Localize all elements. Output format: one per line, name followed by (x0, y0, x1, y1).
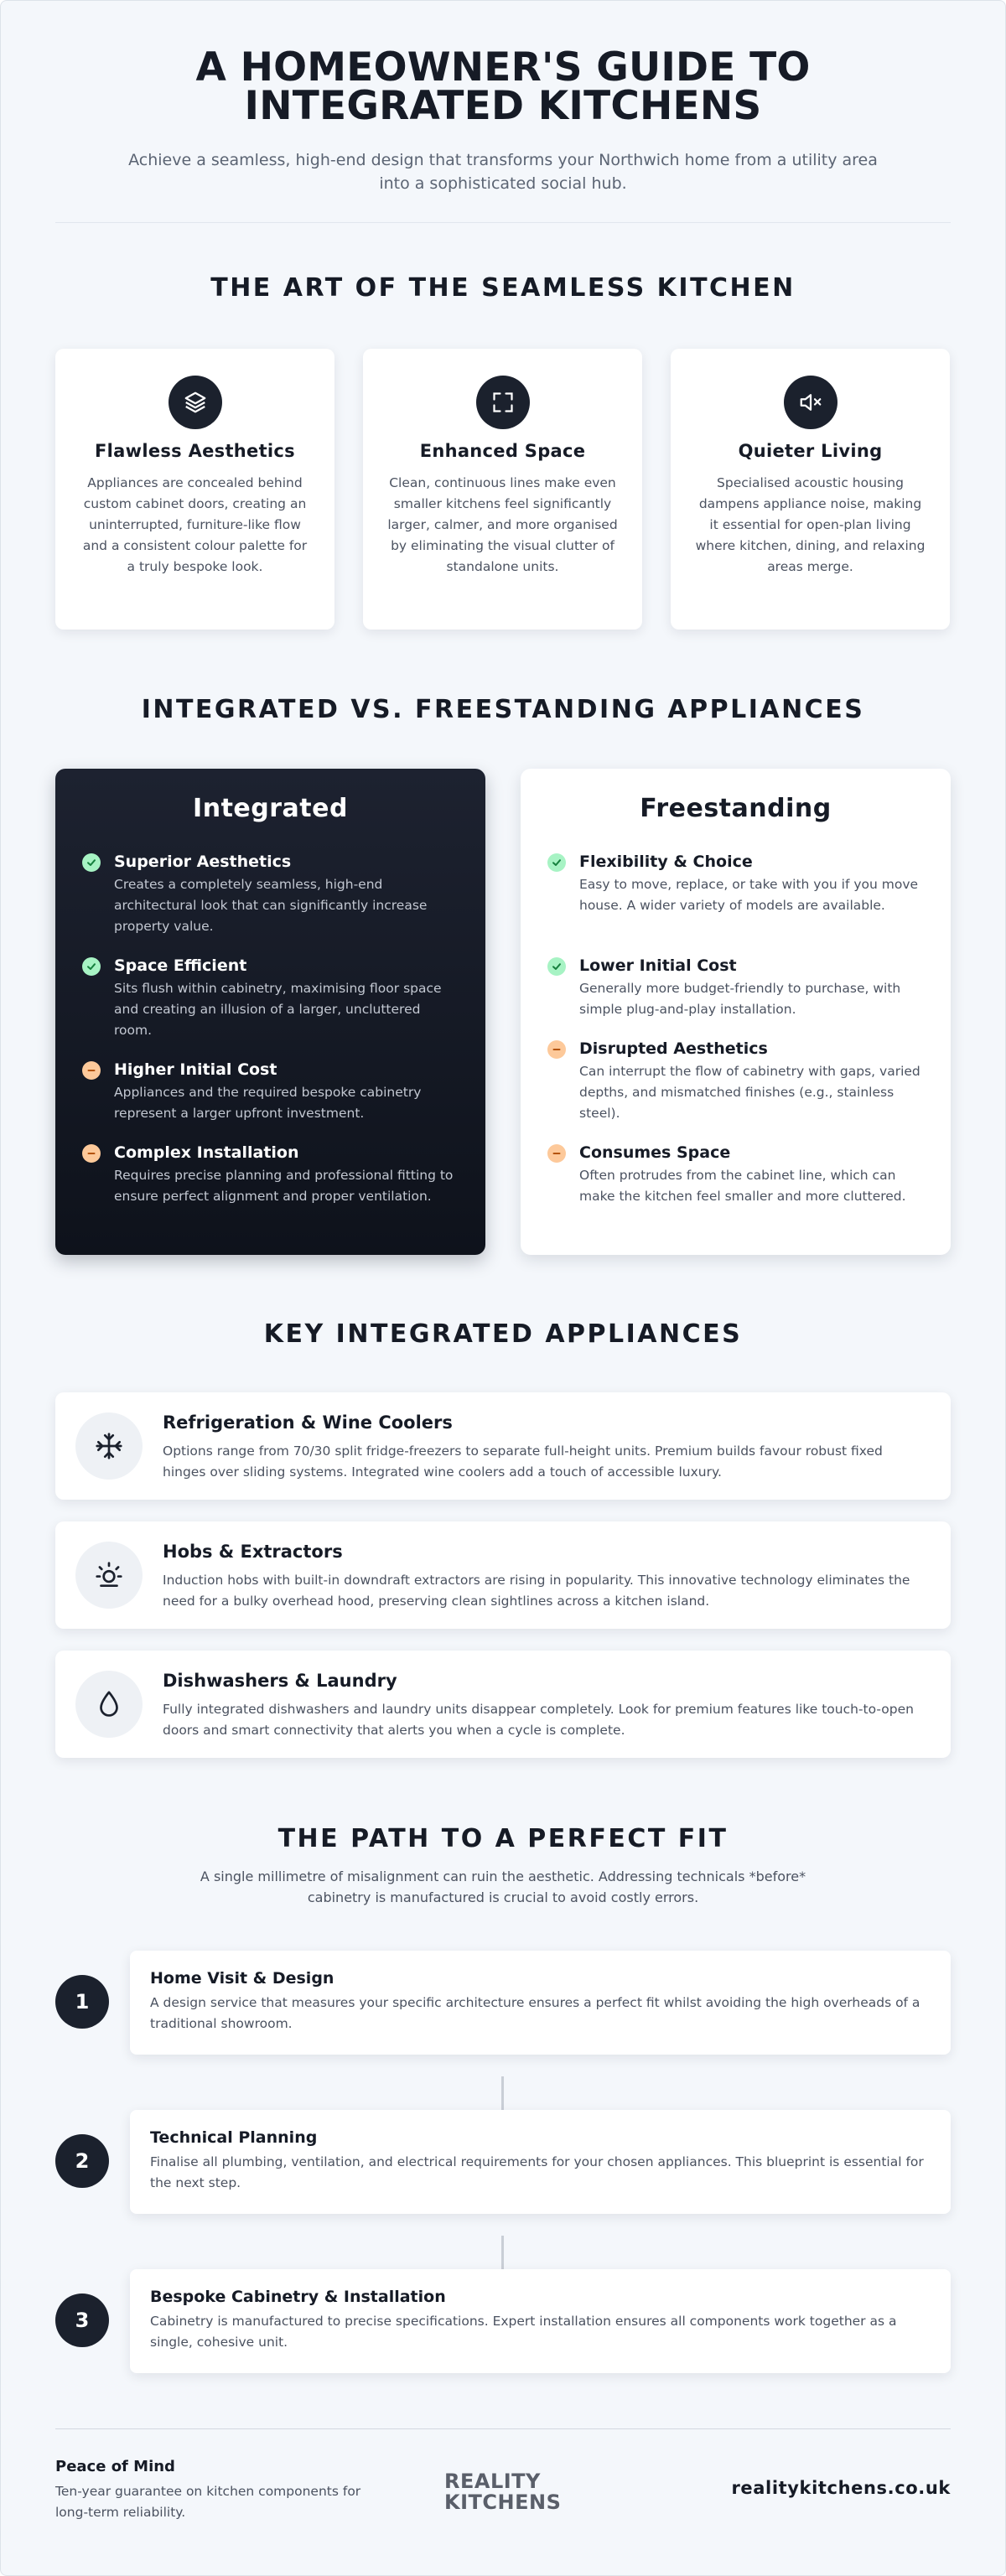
layers-icon (169, 376, 222, 429)
check-icon (82, 957, 101, 976)
freestanding-title: Freestanding (640, 794, 832, 823)
expand-icon (476, 376, 530, 429)
integrated-item-text: Appliances and the required bespoke cabinetry represent a larger upfront investment. (114, 1085, 422, 1121)
appliance-card-refrigeration (55, 1392, 951, 1500)
section-title-path: THE PATH TO A PERFECT FIT (277, 1824, 729, 1853)
step-connector (501, 2236, 504, 2269)
step-card-technical (130, 2110, 951, 2214)
feature-text: Clean, continuous lines make even smaller kitchens feel significantly larger, calmer, and more organised by eliminating the visual clutter of standalone units. (387, 475, 618, 574)
check-icon (547, 957, 566, 976)
feature-card-quiet (671, 349, 950, 630)
integrated-item (82, 955, 459, 1041)
freestanding-item-text: Generally more budget-friendly to purchase, with simple plug-and-play installation. (579, 981, 901, 1017)
feature-card-aesthetics (55, 349, 334, 630)
minus-icon (547, 1040, 566, 1059)
feature-title: Enhanced Space (419, 441, 586, 461)
integrated-card (55, 769, 485, 1255)
freestanding-item-title: Disrupted Aesthetics (579, 1039, 768, 1058)
integrated-item-title: Space Efficient (114, 956, 247, 975)
integrated-item-title: Complex Installation (114, 1143, 299, 1162)
water-drop-icon (75, 1671, 143, 1738)
check-icon (82, 853, 101, 872)
integrated-item (82, 851, 459, 937)
appliance-text: Fully integrated dishwashers and laundry units disappear completely. Look for premium features like touch-to-open doors and smart connectivity that alerts you when a cycle is complete. (163, 1702, 914, 1738)
step-title: Technical Planning (150, 2128, 318, 2147)
minus-icon (547, 1144, 566, 1163)
feature-title: Flawless Aesthetics (95, 441, 295, 461)
integrated-item-text: Requires precise planning and professional fitting to ensure perfect alignment and proper ventilation. (114, 1168, 454, 1204)
step-text: Cabinetry is manufactured to precise specifications. Expert installation ensures all components work together as a single, cohesive unit. (150, 2314, 897, 2350)
freestanding-card (521, 769, 951, 1255)
appliance-text: Options range from 70/30 split fridge-freezers to separate full-height units. Premium builds favour robust fixed hinges over sliding systems. Integrated wine coolers add a touch of accessible luxury. (163, 1443, 883, 1480)
step-connector (501, 2076, 504, 2110)
website-link[interactable]: realitykitchens.co.uk (731, 2478, 951, 2498)
logo-line-2: KITCHENS (444, 2490, 562, 2511)
minus-icon (82, 1144, 101, 1163)
minus-icon (82, 1061, 101, 1080)
step-text: A design service that measures your specific architecture ensures a perfect fit whilst avoiding the high overheads of a traditional showroom. (150, 1995, 920, 2031)
integrated-item-title: Superior Aesthetics (114, 853, 292, 871)
step-card-home-visit (130, 1951, 951, 2055)
freestanding-item-title: Flexibility & Choice (579, 853, 753, 871)
reality-kitchens-logo (443, 2470, 565, 2511)
step-number: 1 (55, 1975, 109, 2029)
logo-line-1: REALITY (444, 2470, 541, 2493)
appliance-title: Hobs & Extractors (163, 1542, 343, 1562)
integrated-item-text: Sits flush within cabinetry, maximising floor space and creating an illusion of a larger, uncluttered room. (114, 981, 442, 1038)
footer-title: Peace of Mind (55, 2458, 175, 2475)
step-number: 3 (55, 2294, 109, 2347)
freestanding-item-text: Can interrupt the flow of cabinetry with gaps, varied depths, and mismatched finishes (e.g., stainless steel). (579, 1064, 920, 1121)
step-title: Bespoke Cabinetry & Installation (150, 2288, 446, 2306)
footer-divider (55, 2428, 951, 2429)
appliance-card-hobs (55, 1521, 951, 1629)
hob-extractor-icon (75, 1542, 143, 1609)
integrated-title: Integrated (193, 794, 348, 823)
volume-mute-icon (784, 376, 837, 429)
appliance-title: Dishwashers & Laundry (163, 1671, 397, 1691)
feature-text: Appliances are concealed behind custom cabinet doors, creating an uninterrupted, furniture-like flow and a consistent colour palette for a truly bespoke look. (82, 475, 308, 574)
freestanding-item (547, 1038, 924, 1124)
section-title-comparison: INTEGRATED VS. FREESTANDING APPLIANCES (141, 695, 865, 724)
step-text: Finalise all plumbing, ventilation, and electrical requirements for your chosen appliances. This blueprint is essential for the next step. (150, 2154, 924, 2190)
integrated-item (82, 1142, 459, 1207)
step-card-installation (130, 2269, 951, 2373)
feature-title: Quieter Living (738, 441, 883, 461)
integrated-item-title: Higher Initial Cost (114, 1060, 277, 1079)
freestanding-item (547, 1142, 924, 1207)
footer-text: Ten-year guarantee on kitchen components for long-term reliability. (55, 2484, 361, 2520)
snowflake-icon (75, 1412, 143, 1480)
section-title-appliances: KEY INTEGRATED APPLIANCES (263, 1319, 743, 1349)
step-title: Home Visit & Design (150, 1969, 334, 1988)
integrated-item-text: Creates a completely seamless, high-end architectural look that can significantly increase property value. (114, 877, 428, 934)
freestanding-item-title: Lower Initial Cost (579, 956, 737, 975)
freestanding-item (547, 851, 924, 916)
page-title: A HOMEOWNER'S GUIDE TO INTEGRATED KITCHENS (195, 44, 811, 129)
path-subtitle: A single millimetre of misalignment can ruin the aesthetic. Addressing technicals *before* cabinetry is manufactured is crucial to avoid costly errors. (200, 1869, 806, 1905)
freestanding-item-text: Easy to move, replace, or take with you if you move house. A wider variety of models are available. (579, 877, 919, 913)
appliance-title: Refrigeration & Wine Coolers (163, 1412, 453, 1433)
feature-text: Specialised acoustic housing dampens appliance noise, making it essential for open-plan living where kitchen, dining, and relaxing areas merge. (695, 475, 926, 574)
freestanding-item-title: Consumes Space (579, 1143, 731, 1162)
page-subtitle: Achieve a seamless, high-end design that transforms your Northwich home from a utility area into a sophisticated social hub. (128, 151, 878, 193)
step-number: 2 (55, 2134, 109, 2188)
appliance-card-dishwashers (55, 1651, 951, 1758)
freestanding-item-text: Often protrudes from the cabinet line, which can make the kitchen feel smaller and more cluttered. (579, 1168, 906, 1204)
feature-card-space (363, 349, 642, 630)
appliance-text: Induction hobs with built-in downdraft extractors are rising in popularity. This innovative technology eliminates the need for a bulky overhead hood, preserving clean sightlines across a kitchen island. (163, 1573, 910, 1609)
divider (55, 222, 951, 223)
freestanding-item (547, 955, 924, 1020)
check-icon (547, 853, 566, 872)
integrated-item (82, 1059, 459, 1124)
section-title-art: THE ART OF THE SEAMLESS KITCHEN (210, 273, 796, 303)
